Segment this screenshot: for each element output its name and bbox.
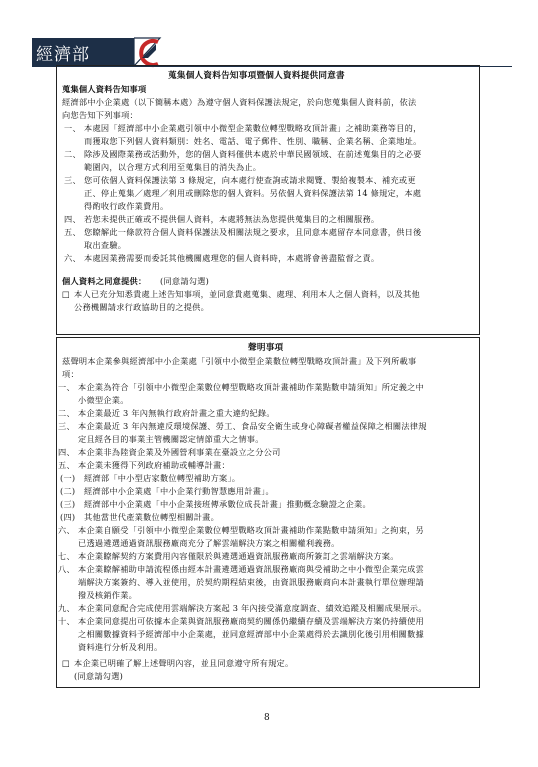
notice-item-line: 而獲取您下列個人資料類別：姓名、電話、電子郵件、性別、職稱、企業名稱、企業地址。 bbox=[84, 136, 422, 146]
declaration-item-line: 已透過遴選通過資訊服務廠商充分了解雲端解決方案之相關權利義務。 bbox=[78, 538, 340, 548]
declaration-subitem-num: (三) bbox=[60, 499, 76, 509]
declaration-item-line: 定且經各目的事業主管機關認定情節重大之情事。 bbox=[78, 434, 264, 444]
declaration-item-num: 五、 bbox=[58, 460, 75, 470]
notice-item-line: 您瞭解此一條款符合個人資料保護法及相關法規之要求，且同意本處留存本同意書，供日後 bbox=[84, 227, 422, 237]
declaration-subitem-num: (四) bbox=[60, 512, 76, 522]
declaration-item-num: 一、 bbox=[58, 382, 75, 392]
declaration-item-line: 撥及核銷作業。 bbox=[78, 590, 138, 600]
declaration-title: 聲明事項 bbox=[248, 343, 284, 353]
notice-intro-line-2: 向您告知下列事項： bbox=[62, 110, 138, 120]
notice-item-num: 二、 bbox=[64, 149, 81, 159]
notice-item-line: 本處因「經濟部中小企業處引領中小微型企業數位轉型戰略攻頂計畫」之補助業務等目的， bbox=[84, 123, 422, 133]
declaration-item-num: 十、 bbox=[58, 616, 75, 626]
declaration-subitem-num: (二) bbox=[60, 486, 76, 496]
declaration-item-num: 四、 bbox=[58, 447, 75, 457]
declaration-item-line: 本企業最近 3 年內無執行政府計畫之重大違約紀錄。 bbox=[78, 408, 275, 418]
declaration-item-num: 二、 bbox=[58, 408, 75, 418]
consent-heading: 個人資料之同意提供： bbox=[62, 276, 147, 286]
notice-intro-line-1: 經濟部中小企業處（以下簡稱本處）為遵守個人資料保護法規定，於向您蒐集個人資料前，依法 bbox=[62, 97, 417, 107]
section-label: 經濟部 bbox=[36, 45, 90, 65]
declaration-item-line: 本企業自願受「引領中小微型企業數位轉型戰略攻頂計畫補助作業點數申請須知」之拘束，另 bbox=[78, 525, 424, 535]
agree-checkbox[interactable]: □ bbox=[62, 658, 70, 668]
notice-item-line: 本處因業務需要而委託其他機關處理您的個人資料時，本處將會善盡監督之責。 bbox=[84, 253, 380, 263]
declaration-item-line: 小微型企業。 bbox=[78, 395, 129, 405]
declaration-item-num: 七、 bbox=[58, 551, 75, 561]
declaration-subitem-line: 經濟部「中小型店家數位轉型補助方案」。 bbox=[84, 473, 241, 483]
declaration-item-line: 本企業同意提出可依據本企業與資訊服務廠商契約關係仍繼續存續及雲端解決方案仍持續使用 bbox=[78, 616, 424, 626]
declaration-subitem-line: 其他當世代產業數位轉型相關計畫。 bbox=[84, 512, 220, 522]
notice-item-line: 除涉及國際業務或活動外，您的個人資料僅供本處於中華民國領域、在前述蒐集目的之必要 bbox=[84, 149, 422, 159]
declaration-item-line: 之相關數據資料予經濟部中小企業處，並同意經濟部中小企業處得於去識別化後引用相關數據 bbox=[78, 629, 424, 639]
declaration-intro-line-1: 茲聲明本企業參與經濟部中小企業處「引領中小微型企業數位轉型戰略攻頂計畫」及下列所載事 bbox=[62, 356, 417, 366]
declaration-item-num: 八、 bbox=[58, 564, 75, 574]
notice-heading: 蒐集個人資料告知事項 bbox=[62, 84, 147, 94]
declaration-item-line: 本企業瞭解契約方案費用內容僅限於與遴選通過資訊服務廠商所簽訂之雲端解決方案。 bbox=[78, 551, 399, 561]
declaration-item-line: 本企業最近 3 年內無違反環境保護、勞工、食品安全衛生或身心障礙者權益保障之相關法律規 bbox=[78, 421, 427, 431]
notice-item-num: 一、 bbox=[64, 123, 81, 133]
ministry-logo-icon bbox=[134, 36, 168, 68]
declaration-item-line: 本企業未獲得下列政府補助或輔導計畫： bbox=[78, 460, 230, 470]
declaration-item-line: 本企業同意配合完成使用雲端解決方案起 3 年內接受滿意度調查、績效追蹤及相關成果展示。 bbox=[78, 603, 427, 613]
declaration-item-line: 資料進行分析及利用。 bbox=[78, 642, 163, 652]
declaration-item-line: 本企業為符合「引領中小微型企業數位轉型戰略攻頂計畫補助作業點數申請須知」所定義之中 bbox=[78, 382, 424, 392]
declaration-subitem-line: 經濟部中小企業處「中小企業行動智慧應用計畫」。 bbox=[84, 486, 274, 496]
notice-item-line: 取出查驗。 bbox=[84, 240, 127, 250]
agree-line: 本企業已明確了解上述聲明內容，並且同意遵守所有規定。 bbox=[74, 658, 294, 668]
declaration-item-num: 三、 bbox=[58, 421, 75, 431]
notice-item-num: 三、 bbox=[64, 175, 81, 185]
declaration-item-num: 六、 bbox=[58, 525, 75, 535]
notice-item-num: 四、 bbox=[64, 214, 81, 224]
declaration-item-num: 九、 bbox=[58, 603, 75, 613]
notice-item-line: 若您未提供正確或不提供個人資料，本處將無法為您提供蒐集目的之相關服務。 bbox=[84, 214, 380, 224]
declaration-item-line: 端解決方案簽約、導入並使用，於契約期程結束後，由資訊服務廠商向本計畫執行單位辦理請 bbox=[78, 577, 424, 587]
declaration-item-line: 本企業非為陸資企業及外國營利事業在臺設立之分公司 bbox=[78, 447, 281, 457]
declaration-item-line: 本企業瞭解補助申請流程係由經本計畫遴選通過資訊服務廠商與受補助之中小微型企業完成雲 bbox=[78, 564, 424, 574]
notice-item-line: 得酌收行政作業費用。 bbox=[84, 201, 169, 211]
page-number: 8 bbox=[264, 713, 270, 723]
page-header bbox=[0, 18, 538, 68]
declaration-intro-line-2: 項： bbox=[62, 369, 79, 379]
notice-item-num: 五、 bbox=[64, 227, 81, 237]
notice-item-line: 正、停止蒐集／處理／利用或刪除您的個人資料。另依個人資料保護法第 14 條規定，本處 bbox=[84, 188, 422, 198]
notice-title: 蒐集個人資料告知事項暨個人資料提供同意書 bbox=[168, 71, 345, 81]
declaration-subitem-num: (一) bbox=[60, 473, 76, 483]
notice-item-line: 您可依個人資料保護法第 3 條規定，向本處行使查詢或請求閱覽、製給複製本、補充或更 bbox=[84, 175, 416, 185]
agree-note: (同意請勾選) bbox=[74, 671, 124, 681]
declaration-subitem-line: 經濟部中小企業處「中小企業接班傳承數位成長計畫」推動概念驗證之企業。 bbox=[84, 499, 371, 509]
consent-line: 公務機關請求行政協助目的之提供。 bbox=[74, 302, 210, 312]
notice-item-line: 範圍內，以合理方式利用至蒐集目的消失為止。 bbox=[84, 162, 262, 172]
consent-checkbox[interactable]: □ bbox=[62, 289, 70, 299]
consent-line: 本人已充分知悉貴處上述告知事項，並同意貴處蒐集、處理、利用本人之個人資料，以及其他 bbox=[74, 289, 420, 299]
notice-item-num: 六、 bbox=[64, 253, 81, 263]
consent-note: (同意請勾選) bbox=[160, 276, 210, 286]
